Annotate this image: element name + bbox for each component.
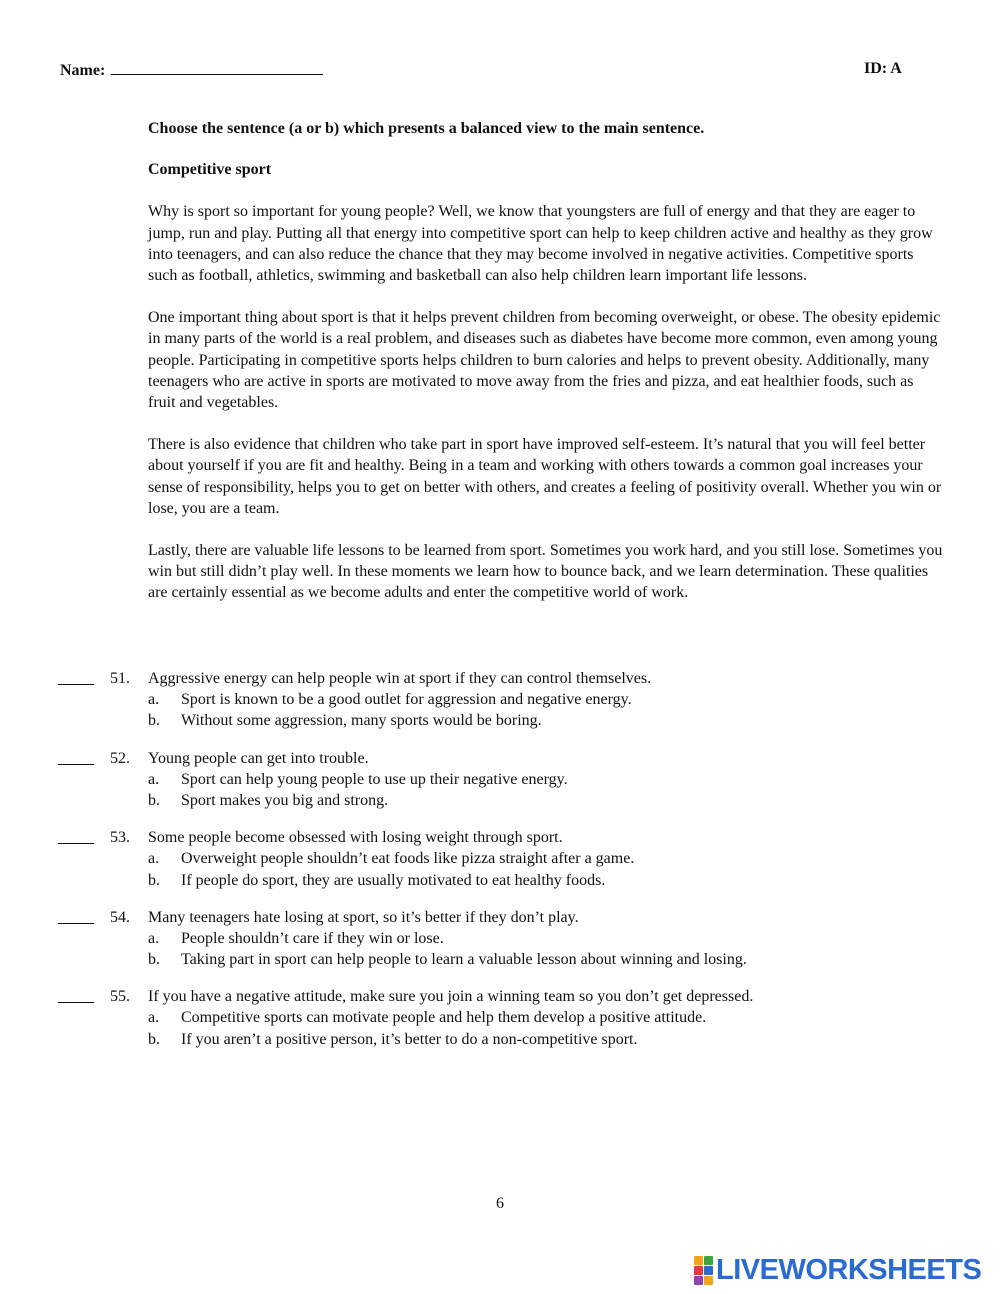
option-a <box>0 769 1000 790</box>
brand-text: LIVEWORKSHEETS <box>716 1254 982 1286</box>
option-text: People shouldn’t care if they win or lose. <box>181 929 444 947</box>
question-text: If you have a negative attitude, make sure you join a winning team so you don’t get depressed. <box>148 988 754 1006</box>
question-text: Many teenagers hate losing at sport, so it’s better if they don’t play. <box>148 908 579 926</box>
question-51 <box>0 668 1000 732</box>
option-text: Overweight people shouldn’t eat foods like pizza straight after a game. <box>181 850 635 868</box>
passage-title: Competitive sport <box>148 161 272 179</box>
option-letter: a. <box>148 929 160 947</box>
question-54 <box>0 907 1000 971</box>
option-text: Sport makes you big and strong. <box>181 791 389 809</box>
reading-section <box>148 118 943 625</box>
name-blank-line[interactable] <box>111 60 323 75</box>
option-letter: b. <box>148 951 160 969</box>
option-a <box>0 1007 1000 1028</box>
name-label: Name: <box>60 62 106 79</box>
page-number: 6 <box>496 1195 504 1212</box>
option-letter: b. <box>148 1030 160 1048</box>
passage-paragraph: Lastly, there are valuable life lessons to be learned from sport. Sometimes you work hard, and you still lose. Sometimes you win but still didn’t play well. In these moments we learn how to bounce back, and we learn determination. These qualities are certainly essential as we become adults and enter the competitive world of work. <box>148 542 943 602</box>
id-label: ID: A <box>864 60 902 77</box>
name-header <box>60 60 323 80</box>
option-a <box>0 689 1000 710</box>
option-b <box>0 870 1000 891</box>
liveworksheets-brand <box>694 1255 981 1285</box>
question-52 <box>0 748 1000 812</box>
question-53 <box>0 827 1000 891</box>
question-55 <box>0 986 1000 1050</box>
question-number: 55. <box>110 988 130 1006</box>
option-text: Without some aggression, many sports would be boring. <box>181 712 542 730</box>
option-b <box>0 710 1000 731</box>
option-a <box>0 928 1000 949</box>
option-text: If people do sport, they are usually motivated to eat healthy foods. <box>181 871 606 889</box>
option-letter: b. <box>148 712 160 730</box>
option-b <box>0 790 1000 811</box>
passage-paragraph: There is also evidence that children who take part in sport have improved self-esteem. It’s natural that you will feel better about yourself if you are fit and healthy. Being in a team and working with others towards a common goal increases your sense of responsibility, helps you to get on better with others, and creates a feeling of positivity overall. Whether you win or lose, you are a team. <box>148 436 942 517</box>
option-letter: a. <box>148 850 160 868</box>
option-text: Competitive sports can motivate people and help them develop a positive attitude. <box>181 1009 707 1027</box>
question-text: Young people can get into trouble. <box>148 749 369 767</box>
answer-blank[interactable] <box>58 827 94 844</box>
liveworksheets-logo-icon <box>694 1256 713 1285</box>
question-number: 51. <box>110 670 130 687</box>
answer-blank[interactable] <box>58 748 94 765</box>
question-list <box>0 668 1000 1066</box>
answer-blank[interactable] <box>58 986 94 1003</box>
answer-blank[interactable] <box>58 668 94 685</box>
option-letter: b. <box>148 871 160 889</box>
question-number: 53. <box>110 829 130 847</box>
option-a <box>0 848 1000 869</box>
question-text: Some people become obsessed with losing weight through sport. <box>148 829 563 847</box>
option-b <box>0 1029 1000 1050</box>
question-number: 52. <box>110 749 130 767</box>
option-text: Sport is known to be a good outlet for aggression and negative energy. <box>181 691 632 709</box>
option-letter: a. <box>148 1009 160 1027</box>
answer-blank[interactable] <box>58 907 94 924</box>
question-number: 54. <box>110 908 130 926</box>
passage-paragraph: Why is sport so important for young people? Well, we know that youngsters are full of energy and that they are eager to jump, run and play. Putting all that energy into competitive sport can help to keep children active and healthy as they grow into teenagers, and can also reduce the chance that they may become involved in negative activities. Competitive sports such as football, athletics, swimming and basketball can also help children learn important life lessons. <box>148 203 933 285</box>
option-text: If you aren’t a positive person, it’s better to do a non-competitive sport. <box>181 1030 638 1048</box>
instruction-text: Choose the sentence (a or b) which presents a balanced view to the main sentence. <box>148 120 705 137</box>
passage-paragraph: One important thing about sport is that it helps prevent children from becoming overweight, or obese. The obesity epidemic in many parts of the world is a real problem, and diseases such as diabetes have become more common, even among young people. Participating in competitive sports helps children to burn calories and helps to prevent obesity. Additionally, many teenagers who are active in sports are motivated to move away from the fries and pizza, and eat healthier foods, such as fruit and vegetables. <box>148 309 941 412</box>
option-letter: b. <box>148 791 160 809</box>
option-text: Taking part in sport can help people to learn a valuable lesson about winning and losing. <box>181 951 747 969</box>
option-letter: a. <box>148 691 160 709</box>
option-b <box>0 949 1000 970</box>
question-text: Aggressive energy can help people win at sport if they can control themselves. <box>148 670 652 687</box>
option-letter: a. <box>148 770 160 788</box>
option-text: Sport can help young people to use up their negative energy. <box>181 770 568 788</box>
